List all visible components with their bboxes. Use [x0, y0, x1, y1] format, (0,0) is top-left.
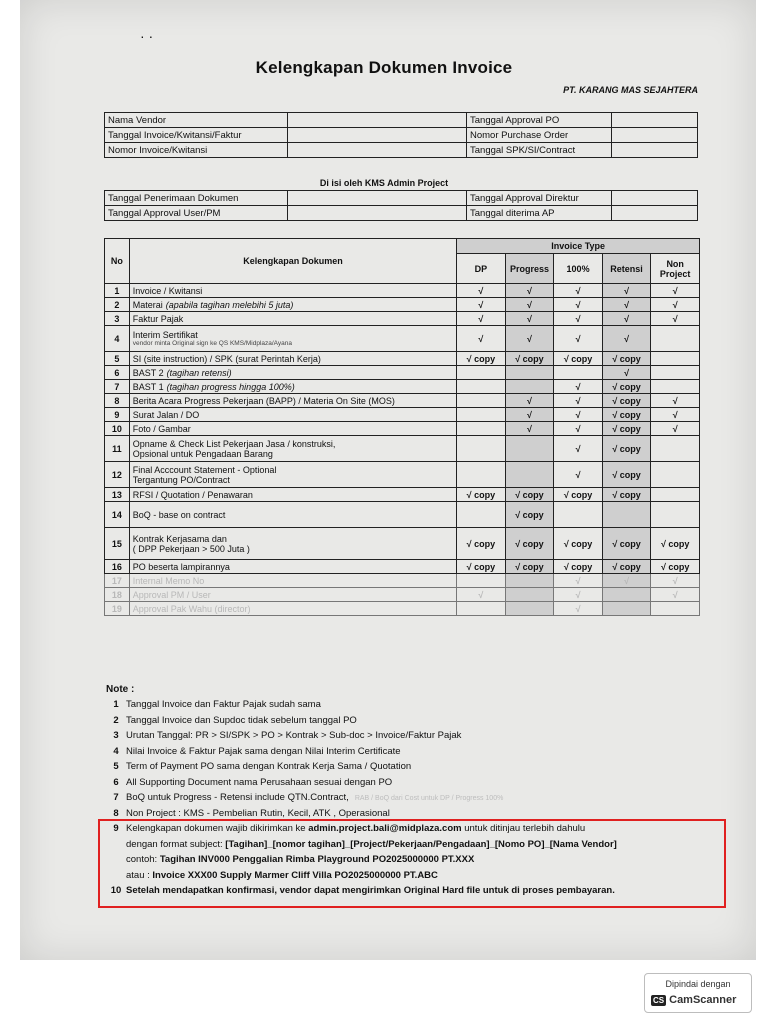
- type-cell: √: [651, 298, 700, 312]
- value-cell: [288, 113, 467, 128]
- table-row: [105, 366, 700, 380]
- type-cell: [457, 502, 505, 528]
- document-note: (tagihan retensi): [166, 367, 232, 378]
- label-cell: Nomor Invoice/Kwitansi: [105, 143, 288, 158]
- type-cell: √: [554, 380, 602, 394]
- document-name: [129, 408, 457, 422]
- row-number: 11: [105, 436, 130, 462]
- type-cell: [602, 502, 651, 528]
- type-cell: √: [505, 284, 554, 298]
- label-cell: Nama Vendor: [105, 113, 288, 128]
- table-row: [105, 298, 700, 312]
- type-cell: √ copy: [554, 352, 602, 366]
- document-label: Kontrak Kerjasama dan: [132, 533, 227, 544]
- document-name: [129, 588, 457, 602]
- table-row: [105, 602, 700, 616]
- document-name: [129, 366, 457, 380]
- type-cell: [505, 602, 554, 616]
- table-row: [105, 488, 700, 502]
- label-cell: Nomor Purchase Order: [467, 128, 612, 143]
- type-cell: √: [554, 422, 602, 436]
- note-item: [106, 790, 716, 806]
- document-label: Berita Acara Progress Pekerjaan (BAPP) / Materia On Site (MOS): [132, 395, 395, 406]
- type-cell: √: [457, 298, 505, 312]
- document-label: PO beserta lampirannya: [132, 561, 230, 572]
- row-number: 14: [105, 502, 130, 528]
- document-label: BoQ - base on contract: [132, 509, 226, 520]
- note-item-9: 9 Kelengkapan dokumen wajib dikirimkan ke admin.project.bali@midplaza.com untuk ditinjau terlebih dahulu: [113, 823, 586, 835]
- email-address: admin.project.bali@midplaza.com: [308, 823, 462, 835]
- document-note: (tagihan progress hingga 100%): [166, 381, 295, 392]
- type-cell: √: [505, 312, 554, 326]
- row-number: 8: [105, 394, 130, 408]
- type-header-non-project: Non Project: [651, 254, 700, 284]
- type-cell: √: [602, 298, 651, 312]
- table-row: [105, 312, 700, 326]
- type-cell: √ copy: [602, 436, 651, 462]
- type-cell: [602, 588, 651, 602]
- company-name: PT. KARANG MAS SEJAHTERA: [563, 85, 698, 95]
- type-cell: √: [554, 574, 602, 588]
- note-number: 6: [113, 776, 119, 788]
- type-cell: √ copy: [651, 528, 700, 560]
- label-cell: Tanggal SPK/SI/Contract: [467, 143, 612, 158]
- document-label: SI (site instruction) / SPK (surat Perintah Kerja): [132, 353, 321, 364]
- alt-label: atau :: [126, 869, 153, 881]
- type-cell: [651, 488, 700, 502]
- row-number: 4: [105, 326, 130, 352]
- type-cell: √: [602, 284, 651, 298]
- type-cell: √: [457, 588, 505, 602]
- note-text: All Supporting Document nama Perusahaan sesuai dengan PO: [126, 776, 393, 788]
- note-number: 7: [113, 792, 119, 804]
- row-number: 7: [105, 380, 130, 394]
- document-name: [129, 560, 457, 574]
- type-cell: √: [554, 326, 602, 352]
- document-subline: ( DPP Pekerjaan > 500 Juta ): [132, 543, 250, 554]
- document-label: Approval Pak Wahu (director): [132, 603, 251, 614]
- type-cell: √ copy: [554, 528, 602, 560]
- document-label: RFSI / Quotation / Penawaran: [132, 489, 253, 500]
- invoice-type-header: Invoice Type: [457, 239, 700, 254]
- type-cell: √: [457, 284, 505, 298]
- type-cell: √: [554, 284, 602, 298]
- type-cell: √ copy: [602, 560, 651, 574]
- type-cell: [554, 502, 602, 528]
- type-cell: [651, 326, 700, 352]
- row-number: 12: [105, 462, 130, 488]
- note-item: [106, 744, 716, 760]
- type-cell: √ copy: [602, 528, 651, 560]
- type-cell: √ copy: [602, 462, 651, 488]
- document-label: Opname & Check List Pekerjaan Jasa / konstruksi,: [132, 438, 336, 449]
- type-cell: √ copy: [505, 488, 554, 502]
- type-cell: √: [505, 394, 554, 408]
- type-cell: [505, 366, 554, 380]
- type-cell: √: [554, 588, 602, 602]
- row-number: 5: [105, 352, 130, 366]
- type-cell: √: [602, 366, 651, 380]
- type-cell: √: [651, 588, 700, 602]
- row-number: 15: [105, 528, 130, 560]
- example-label: contoh:: [126, 854, 160, 866]
- document-label: Final Acccount Statement - Optional: [132, 464, 277, 475]
- value-cell: [612, 113, 698, 128]
- format-subject: [Tagihan]_[nomor tagihan]_[Project/Pekerjaan/Pengadaan]_[Nomo PO]_[Nama Vendor]: [225, 838, 617, 850]
- note-text: Term of Payment PO sama dengan Kontrak Kerja Sama / Quotation: [126, 761, 412, 773]
- table-row: [105, 528, 700, 560]
- row-number: 13: [105, 488, 130, 502]
- type-cell: √: [505, 422, 554, 436]
- type-cell: √: [457, 312, 505, 326]
- value-cell: [288, 143, 467, 158]
- value-cell: [288, 128, 467, 143]
- row-number: 19: [105, 602, 130, 616]
- type-cell: √ copy: [602, 422, 651, 436]
- notes-heading: Note :: [106, 684, 135, 695]
- type-cell: √ copy: [554, 488, 602, 502]
- label-cell: Tanggal Invoice/Kwitansi/Faktur: [105, 128, 288, 143]
- type-cell: [457, 394, 505, 408]
- type-cell: √ copy: [505, 560, 554, 574]
- type-cell: √ copy: [457, 488, 505, 502]
- type-cell: √: [651, 284, 700, 298]
- table-row: [105, 588, 700, 602]
- type-cell: [457, 602, 505, 616]
- document-label: Materai: [132, 299, 163, 310]
- camscanner-badge: [644, 973, 752, 1013]
- note-text: BoQ untuk Progress - Retensi include QTN.Contract,: [126, 792, 349, 804]
- type-cell: √: [505, 298, 554, 312]
- note-number: 2: [113, 714, 119, 726]
- type-cell: [505, 588, 554, 602]
- type-cell: √: [554, 312, 602, 326]
- label-cell: Tanggal Approval User/PM: [105, 206, 288, 221]
- type-cell: √: [554, 298, 602, 312]
- note-number: 4: [113, 745, 119, 757]
- row-number: 2: [105, 298, 130, 312]
- note-text: Tanggal Invoice dan Faktur Pajak sudah sama: [126, 699, 321, 711]
- type-cell: [505, 574, 554, 588]
- type-cell: [505, 380, 554, 394]
- type-cell: √: [651, 312, 700, 326]
- document-name: [129, 574, 457, 588]
- row-number: 6: [105, 366, 130, 380]
- highlight-box: [98, 819, 726, 908]
- type-cell: [651, 366, 700, 380]
- type-cell: √: [651, 422, 700, 436]
- value-cell: [288, 191, 467, 206]
- type-cell: [505, 462, 554, 488]
- document-label: BAST 1: [132, 381, 164, 392]
- table-row: [105, 436, 700, 462]
- document-label: Foto / Gambar: [132, 423, 191, 434]
- document-name: [129, 502, 457, 528]
- note-text: Urutan Tanggal: PR > SI/SPK > PO > Kontrak > Sub-doc > Invoice/Faktur Pajak: [126, 730, 462, 742]
- type-cell: √ copy: [602, 394, 651, 408]
- type-cell: √ copy: [457, 560, 505, 574]
- type-header-retensi: Retensi: [602, 254, 651, 284]
- type-cell: [651, 502, 700, 528]
- document-name: [129, 298, 457, 312]
- type-header-100: 100%: [554, 254, 602, 284]
- row-number: 9: [105, 408, 130, 422]
- table-row: [105, 422, 700, 436]
- document-label: Faktur Pajak: [132, 313, 184, 324]
- value-cell: [612, 143, 698, 158]
- type-header-dp: DP: [457, 254, 505, 284]
- type-cell: √ copy: [602, 408, 651, 422]
- document-note: (apabila tagihan melebihi 5 juta): [165, 299, 294, 310]
- value-cell: [288, 206, 467, 221]
- admin-info-table: [104, 190, 698, 221]
- row-number: 16: [105, 560, 130, 574]
- table-row: [105, 408, 700, 422]
- row-number: 10: [105, 422, 130, 436]
- note-item: [106, 697, 716, 713]
- type-cell: √: [651, 408, 700, 422]
- type-cell: [651, 462, 700, 488]
- note-faint-text: RAB / BoQ dari Cost untuk DP / Progress 100%: [354, 795, 504, 803]
- note-item: [106, 728, 716, 744]
- type-cell: √: [505, 326, 554, 352]
- type-cell: [651, 602, 700, 616]
- document-name: [129, 528, 457, 560]
- document-name: [129, 380, 457, 394]
- document-label: Internal Memo No: [132, 575, 205, 586]
- table-row: [105, 326, 700, 352]
- table-row: [105, 560, 700, 574]
- alt-subject: Invoice XXX00 Supply Marmer Cliff Villa PO2025000000 PT.ABC: [152, 869, 438, 881]
- note9-text: Kelengkapan dokumen wajib dikirimkan ke: [126, 823, 309, 835]
- document-name: [129, 602, 457, 616]
- note-item: [106, 775, 716, 791]
- document-label: Surat Jalan / DO: [132, 409, 200, 420]
- type-cell: √ copy: [602, 488, 651, 502]
- type-cell: [457, 462, 505, 488]
- document-checklist-table: [104, 238, 700, 616]
- type-cell: [457, 422, 505, 436]
- format-label: dengan format subject:: [126, 838, 226, 850]
- table-row: [105, 462, 700, 488]
- document-subline: Opsional untuk Pengadaan Barang: [132, 448, 273, 459]
- value-cell: [612, 191, 698, 206]
- row-number: 18: [105, 588, 130, 602]
- type-cell: [457, 408, 505, 422]
- document-name: [129, 422, 457, 436]
- note-number: 5: [113, 761, 119, 773]
- type-cell: [651, 380, 700, 394]
- document-name: [129, 462, 457, 488]
- note-text: Nilai Invoice & Faktur Pajak sama dengan Nilai Interim Certificate: [126, 745, 401, 757]
- type-cell: √: [602, 312, 651, 326]
- type-cell: [457, 436, 505, 462]
- document-name: [129, 326, 457, 352]
- type-cell: √: [554, 436, 602, 462]
- document-name: [129, 284, 457, 298]
- camscanner-logo-icon: CS: [653, 995, 665, 1005]
- value-cell: [612, 206, 698, 221]
- type-cell: √: [651, 394, 700, 408]
- document-name: [129, 394, 457, 408]
- admin-section-title: Di isi oleh KMS Admin Project: [319, 178, 449, 188]
- document-name: [129, 436, 457, 462]
- type-cell: √ copy: [554, 560, 602, 574]
- document-label: Invoice / Kwitansi: [132, 285, 203, 296]
- type-cell: √: [554, 394, 602, 408]
- table-row: [105, 502, 700, 528]
- type-cell: √: [554, 408, 602, 422]
- document-label: BAST 2: [132, 367, 164, 378]
- row-number: 3: [105, 312, 130, 326]
- value-cell: [612, 128, 698, 143]
- table-row: [105, 394, 700, 408]
- label-cell: Tanggal Penerimaan Dokumen: [105, 191, 288, 206]
- document-subline: Tergantung PO/Contract: [132, 474, 230, 485]
- label-cell: Tanggal Approval Direktur: [467, 191, 612, 206]
- note-item-10: 10 Setelah mendapatkan konfirmasi, vendor dapat mengirimkan Original Hard file untuk di proses pembayaran.: [106, 883, 716, 899]
- type-cell: √ copy: [602, 380, 651, 394]
- type-cell: [651, 436, 700, 462]
- type-cell: [457, 380, 505, 394]
- label-cell: Tanggal diterima AP: [467, 206, 612, 221]
- type-cell: √: [457, 326, 505, 352]
- type-cell: √: [651, 574, 700, 588]
- note-number: 8: [113, 807, 119, 819]
- type-cell: √ copy: [457, 352, 505, 366]
- type-cell: √: [602, 574, 651, 588]
- type-cell: √: [554, 602, 602, 616]
- table-row: [105, 284, 700, 298]
- type-cell: [457, 366, 505, 380]
- note-text: Tanggal Invoice dan Supdoc tidak sebelum tanggal PO: [126, 714, 357, 726]
- document-subnote: vendor minta Original sign ke QS KMS/Midplaza/Ayana: [132, 340, 292, 347]
- type-cell: [457, 574, 505, 588]
- document-name: [129, 352, 457, 366]
- type-cell: √: [602, 326, 651, 352]
- document-name: [129, 312, 457, 326]
- table-row: [105, 574, 700, 588]
- note-text: Non Project : KMS - Pembelian Rutin, Kecil, ATK , Operasional: [126, 807, 390, 819]
- page-title: Kelengkapan Dokumen Invoice: [255, 58, 513, 77]
- type-cell: √ copy: [505, 352, 554, 366]
- note-number: 3: [113, 730, 119, 742]
- document-label: Interim Sertifikat: [132, 330, 198, 340]
- camscanner-name: CamScanner: [669, 994, 737, 1006]
- type-cell: √: [554, 462, 602, 488]
- type-cell: √: [505, 408, 554, 422]
- row-number: 17: [105, 574, 130, 588]
- scan-specks: · ·: [140, 28, 154, 44]
- note-item: [106, 713, 716, 729]
- type-header-progress: Progress: [505, 254, 554, 284]
- type-cell: [505, 436, 554, 462]
- document-label: Approval PM / User: [132, 589, 211, 600]
- col-doc-header: Kelengkapan Dokumen: [129, 239, 457, 284]
- table-row: [105, 380, 700, 394]
- type-cell: √ copy: [457, 528, 505, 560]
- type-cell: √ copy: [505, 528, 554, 560]
- col-no-header: No: [105, 239, 130, 284]
- note-number: 1: [113, 699, 119, 711]
- type-cell: [651, 352, 700, 366]
- scanned-with-label: Dipindai dengan: [665, 979, 731, 989]
- type-cell: √ copy: [651, 560, 700, 574]
- label-cell: Tanggal Approval PO: [467, 113, 612, 128]
- note-item: [106, 759, 716, 775]
- type-cell: √ copy: [602, 352, 651, 366]
- table-row: [105, 352, 700, 366]
- example-subject: Tagihan INV000 Penggalian Rimba Playground PO2025000000 PT.XXX: [159, 854, 475, 866]
- vendor-info-table: [104, 112, 698, 158]
- document-name: [129, 488, 457, 502]
- type-cell: [554, 366, 602, 380]
- type-cell: [602, 602, 651, 616]
- type-cell: √ copy: [505, 502, 554, 528]
- note9-text-end: untuk ditinjau terlebih dahulu: [461, 823, 586, 835]
- row-number: 1: [105, 284, 130, 298]
- note10-text: Setelah mendapatkan konfirmasi, vendor dapat mengirimkan Original Hard file untuk di proses pembayaran.: [126, 885, 615, 897]
